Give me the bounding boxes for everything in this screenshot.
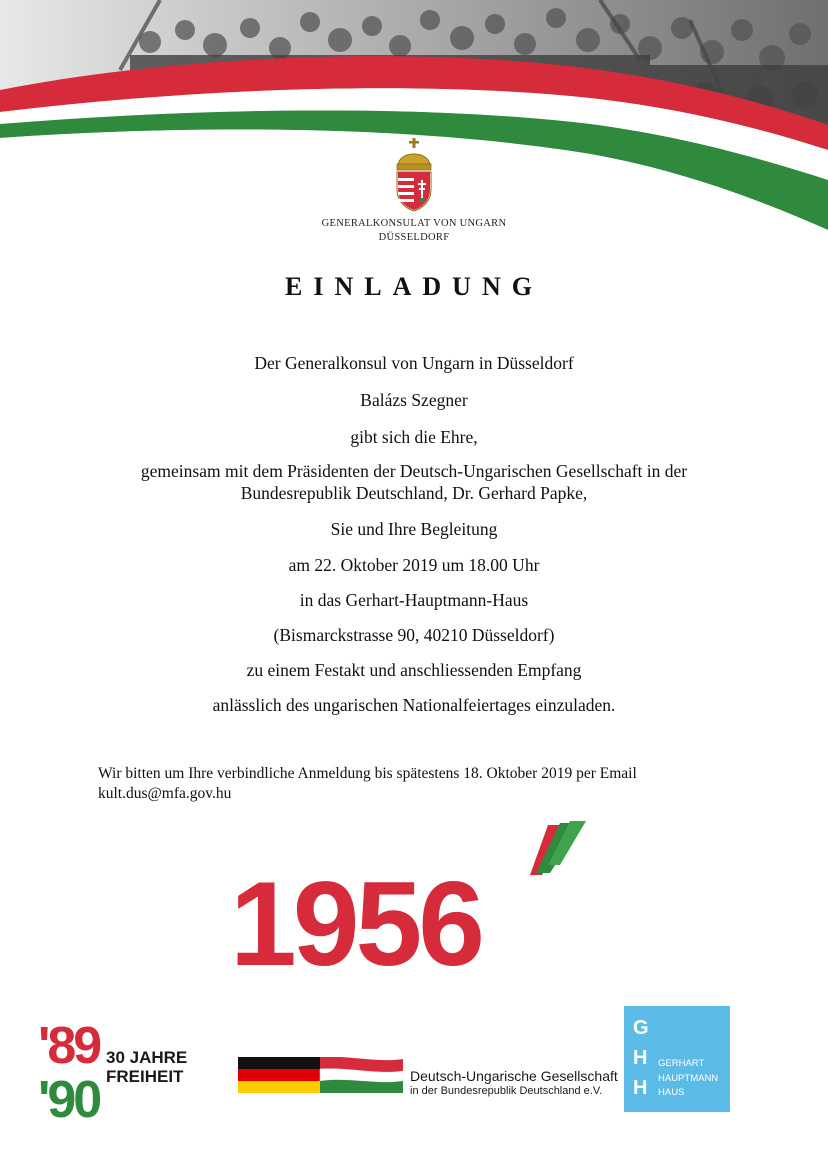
ghh-word-haus: HAUS: [658, 1087, 685, 1098]
dug-flags-icon: [238, 1057, 403, 1093]
body-line: Bundesrepublik Deutschland, Dr. Gerhard Papke,: [240, 483, 588, 503]
logo-freiheit: FREIHEIT: [106, 1067, 184, 1086]
logo-30-jahre: 30 JAHRE: [106, 1048, 188, 1067]
registration-note: [98, 764, 738, 804]
logo-30-jahre-freiheit: [106, 1048, 187, 1086]
consulate-name: GENERALKONSULAT VON UNGARN: [321, 218, 507, 229]
ghh-letter-g: G: [633, 1017, 649, 1039]
registration-text: Wir bitten um Ihre verbindliche Anmeldung bis spätestens 18. Oktober 2019 per Email: [98, 765, 637, 782]
ghh-logo: [624, 1006, 730, 1112]
body-line: (Bismarckstrasse 90, 40210 Düsseldorf): [273, 625, 555, 645]
body-line: anlässlich des ungarischen Nationalfeiertages einzuladen.: [212, 695, 616, 715]
dug-logo-text: [410, 1068, 618, 1098]
body-line: am 22. Oktober 2019 um 18.00 Uhr: [288, 555, 540, 575]
body-line: Der Generalkonsul von Ungarn in Düsseldorf: [254, 353, 574, 373]
logo-1956: [230, 815, 590, 1020]
body-line: Balázs Szegner: [360, 390, 468, 410]
dug-subtitle: in der Bundesrepublik Deutschland e.V.: [410, 1085, 603, 1097]
registration-email[interactable]: kult.dus@mfa.gov.hu: [98, 785, 232, 802]
body-line: Sie und Ihre Begleitung: [330, 519, 498, 539]
logo-1956-text: 1956: [230, 857, 481, 991]
ghh-letter-h2: H: [633, 1077, 648, 1099]
ghh-word-gerhart: GERHART: [658, 1058, 705, 1069]
ghh-letter-h1: H: [633, 1047, 648, 1069]
body-line: gibt sich die Ehre,: [350, 427, 478, 447]
body-line: zu einem Festakt und anschliessenden Empfang: [246, 660, 582, 680]
hungarian-coat-of-arms-icon: [393, 138, 435, 212]
consulate-city: DÜSSELDORF: [378, 232, 450, 243]
body-line: in das Gerhart-Hauptmann-Haus: [299, 590, 529, 610]
ghh-word-hauptmann: HAUPTMANN: [658, 1073, 719, 1084]
dug-name: Deutsch-Ungarische Gesellschaft: [410, 1068, 618, 1084]
page-title: EINLADUNG: [285, 272, 543, 301]
body-line: gemeinsam mit dem Präsidenten der Deutsch-Ungarischen Gesellschaft in der: [140, 461, 688, 481]
logo-89: '89: [38, 1017, 100, 1075]
logo-90: '90: [38, 1071, 100, 1123]
